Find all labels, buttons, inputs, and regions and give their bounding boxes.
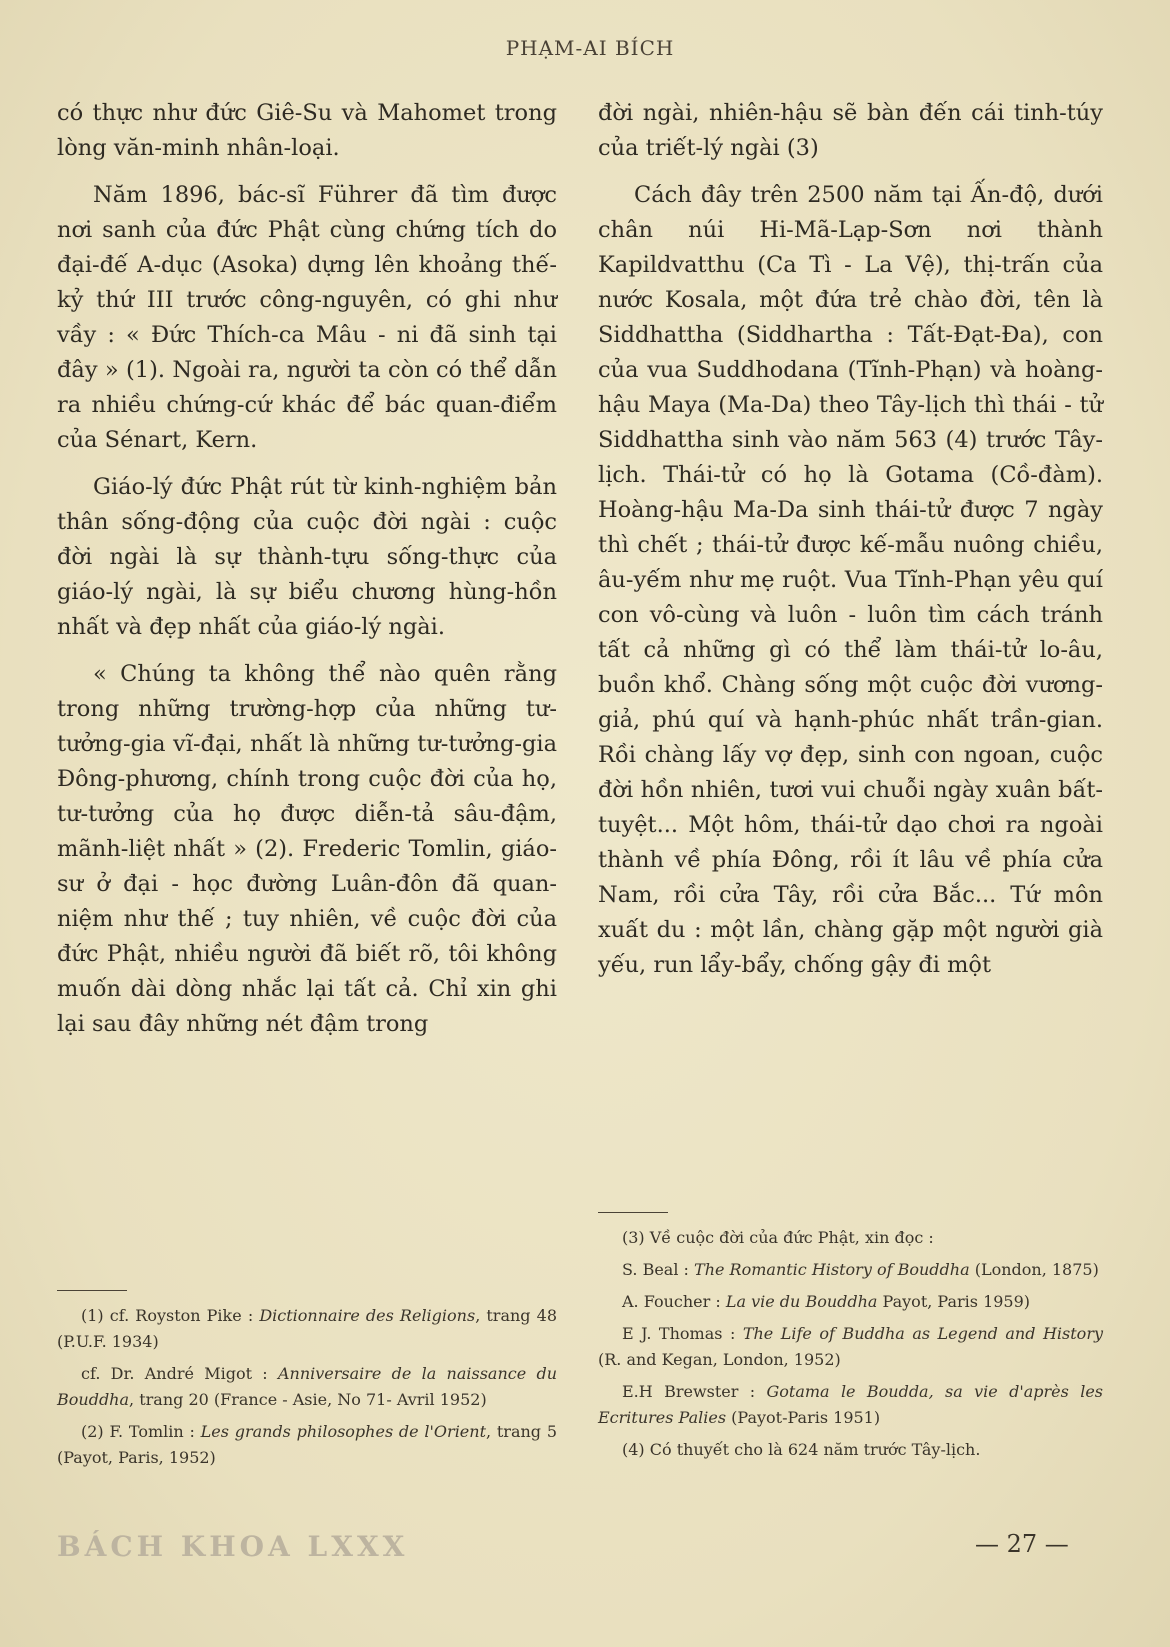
footnote-separator — [598, 1212, 668, 1213]
footnotes-left — [57, 1290, 557, 1477]
footnote-separator — [57, 1290, 127, 1291]
footnote: cf. Dr. André Migot : Anniversaire de la naissance du Bouddha, trang 20 (France - Asie, No 71- Avril 1952) — [57, 1364, 558, 1409]
left-column — [57, 96, 557, 1054]
page-number: — 27 — — [975, 1530, 1069, 1558]
footnote: (1) cf. Royston Pike : Dictionnaire des Religions, trang 48 (P.U.F. 1934) — [57, 1306, 558, 1351]
footnote: (3) Về cuộc đời của đức Phật, xin đọc : — [622, 1228, 934, 1247]
footnote: E.H Brewster : Gotama le Boudda, sa vie d'après les Ecritures Palies (Payot-Paris 1951) — [598, 1382, 1104, 1427]
paragraph: Năm 1896, bác-sĩ Führer đã tìm được nơi sanh của đức Phật cùng chứng tích do đại-đế A-dục (Asoka) dựng lên khoảng thế-kỷ thứ III trước công-nguyên, có ghi như vầy : « Đức Thích-ca Mâu - ni đã sinh tại đây » (1). Ngoài ra, người ta còn có thể dẫn ra nhiều chứng-cứ khác để bác quan-điểm của Sénart, Kern. — [57, 182, 557, 453]
running-header: PHẠM-AI BÍCH — [505, 36, 675, 60]
footnote: E J. Thomas : The Life of Buddha as Legend and History (R. and Kegan, London, 1952) — [598, 1324, 1104, 1369]
paragraph: « Chúng ta không thể nào quên rằng trong những trường-hợp của những tư-tưởng-gia vĩ-đại, nhất là những tư-tưởng-gia Đông-phương, chính trong cuộc đời của họ, tư-tưởng của họ được diễn-tả sâu-đậm, mãnh-liệt nhất » (2). Frederic Tomlin, giáo-sư ở đại - học đường Luân-đôn đã quan-niệm như thế ; tuy nhiên, về cuộc đời của đức Phật, nhiều người đã biết rõ, tôi không muốn dài dòng nhắc lại tất cả. Chỉ xin ghi lại sau đây những nét đậm trong — [57, 661, 557, 1037]
footnote: (4) Có thuyết cho là 624 năm trước Tây-lịch. — [622, 1440, 981, 1459]
paragraph: có thực như đức Giê-Su và Mahomet trong lòng văn-minh nhân-loại. — [57, 100, 557, 161]
footnote: S. Beal : The Romantic History of Bouddha (London, 1875) — [622, 1260, 1099, 1279]
right-column — [598, 96, 1103, 995]
paragraph: Giáo-lý đức Phật rút từ kinh-nghiệm bản thân sống-động của cuộc đời ngài : cuộc đời ngài là sự thành-tựu sống-thực của giáo-lý ngài, là sự biểu chương hùng-hồn nhất và đẹp nhất của giáo-lý ngài. — [57, 474, 557, 640]
footnote: A. Foucher : La vie du Bouddha Payot, Paris 1959) — [622, 1292, 1031, 1311]
footnote: (2) F. Tomlin : Les grands philosophes de l'Orient, trang 5 (Payot, Paris, 1952) — [57, 1422, 557, 1467]
footnotes-right — [598, 1212, 1103, 1469]
journal-name: BÁCH KHOA LXXX — [57, 1530, 409, 1563]
paragraph: Cách đây trên 2500 năm tại Ấn-độ, dưới chân núi Hi-Mã-Lạp-Sơn nơi thành Kapildvatthu (Ca Tì - La Vệ), thị-trấn của nước Kosala, một đứa trẻ chào đời, tên là Siddhattha (Siddhartha : Tất-Đạt-Đa), con của vua Suddhodana (Tĩnh-Phạn) và hoàng-hậu Maya (Ma-Da) theo Tây-lịch thì thái - tử Siddhattha sinh vào năm 563 (4) trước Tây-lịch. Thái-tử có họ là Gotama (Cồ-đàm). Hoàng-hậu Ma-Da sinh thái-tử được 7 ngày thì chết ; thái-tử được kế-mẫu nuông chiều, âu-yếm như mẹ ruột. Vua Tĩnh-Phạn yêu quí con vô-cùng và luôn - luôn tìm cách tránh tất cả những gì có thể làm thái-tử lo-âu, buồn khổ. Chàng sống một cuộc đời vương-giả, phú quí và hạnh-phúc nhất trần-gian. Rồi chàng lấy vợ đẹp, sinh con ngoan, cuộc đời hồn nhiên, tươi vui chuỗi ngày xuân bất-tuyệt... Một hôm, thái-tử dạo chơi ra ngoài thành về phía Đông, rồi ít lâu về phía cửa Nam, rồi cửa Tây, rồi cửa Bắc... Tứ môn xuất du : một lần, chàng gặp một người già yếu, run lẩy-bẩy, chống gậy đi một — [598, 182, 1103, 978]
paragraph: đời ngài, nhiên-hậu sẽ bàn đến cái tinh-túy của triết-lý ngài (3) — [598, 100, 1103, 161]
